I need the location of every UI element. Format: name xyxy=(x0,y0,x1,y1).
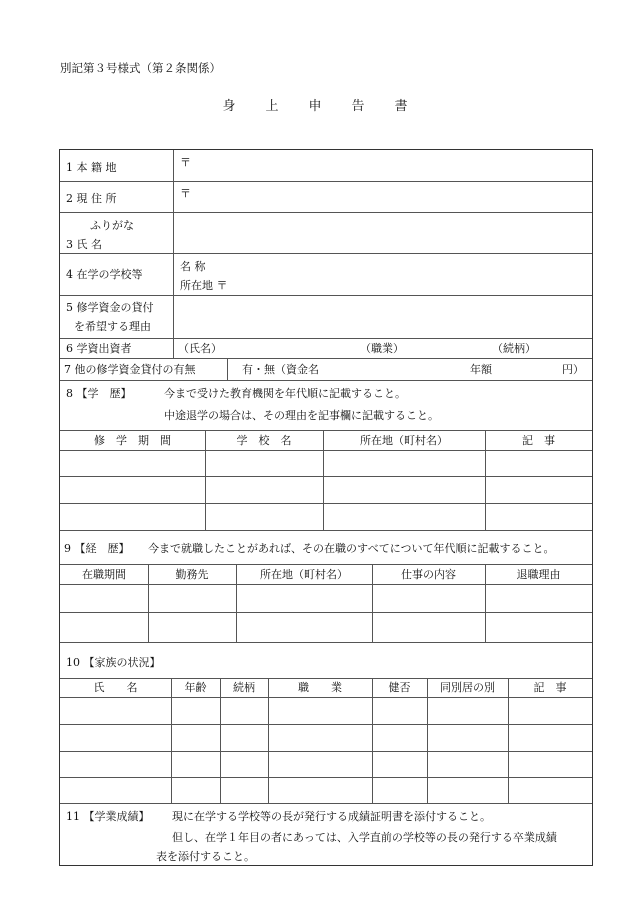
guarantor-relation: （続柄） xyxy=(492,342,536,355)
row-divider xyxy=(60,253,592,254)
col-divider xyxy=(171,678,172,803)
row-divider xyxy=(60,564,592,565)
name-label: 3 氏 名 xyxy=(66,238,102,251)
postal-mark: 〒 xyxy=(180,187,191,200)
career-heading: 9 【経 歴】 xyxy=(64,542,130,555)
row-divider xyxy=(60,642,592,643)
label-divider xyxy=(227,358,228,380)
row-divider xyxy=(60,338,592,339)
row-divider xyxy=(60,430,592,431)
career-note: 今まで就職したことがあれば、その在職のすべてについて年代順に記載すること。 xyxy=(148,542,555,555)
postal-mark: 〒 xyxy=(180,156,191,169)
education-header-school: 学 校 名 xyxy=(236,434,292,447)
grades-heading: 11 【学業成績】 xyxy=(66,810,150,823)
family-header-cohabit: 同別居の別 xyxy=(440,681,495,694)
family-header-name: 氏 名 xyxy=(93,681,138,694)
row-divider xyxy=(60,530,592,531)
career-header-period: 在職期間 xyxy=(82,568,126,581)
education-header-notes: 記 事 xyxy=(522,434,555,447)
career-header-location: 所在地（町村名） xyxy=(260,568,348,581)
family-header-age: 年齢 xyxy=(184,681,207,694)
family-header-health: 健否 xyxy=(388,681,411,694)
col-divider xyxy=(427,678,428,803)
label-divider xyxy=(173,150,174,358)
other-loan-yen: 円） xyxy=(562,363,584,376)
education-note-1: 今まで受けた教育機関を年代順に記載すること。 xyxy=(164,387,406,400)
genjusho-label: 2 現 住 所 xyxy=(66,192,117,205)
family-header-notes: 記 事 xyxy=(533,681,567,694)
form-table xyxy=(59,149,593,866)
guarantor-name: （氏名） xyxy=(178,342,222,355)
furigana-label: ふりがな xyxy=(90,219,134,232)
col-divider xyxy=(508,678,509,803)
family-header-occupation: 職 業 xyxy=(298,681,342,694)
school-label: 4 在学の学校等 xyxy=(66,268,143,281)
form-reference: 別記第３号様式（第２条関係） xyxy=(60,61,221,75)
education-heading: 8 【学 歴】 xyxy=(66,387,132,400)
col-divider xyxy=(268,678,269,803)
row-divider xyxy=(60,358,592,359)
other-loan-label: 7 他の修学資金貸付の有無 xyxy=(64,363,196,376)
row-divider xyxy=(60,697,592,698)
row-divider xyxy=(60,584,592,585)
reason-label-2: を希望する理由 xyxy=(74,320,151,333)
grades-note-1: 現に在学する学校等の長が発行する成績証明書を添付すること。 xyxy=(172,810,491,823)
school-name-label: 名 称 xyxy=(180,260,206,273)
family-header-relation: 続柄 xyxy=(233,681,255,694)
grades-note-3: 表を添付すること。 xyxy=(156,850,255,863)
row-divider xyxy=(60,295,592,296)
row-divider xyxy=(60,612,592,613)
career-header-reason: 退職理由 xyxy=(516,568,561,581)
col-divider xyxy=(220,678,221,803)
grades-note-2: 但し、在学１年目の者にあっては、入学直前の学校等の長の発行する卒業成績 xyxy=(172,831,557,844)
row-divider xyxy=(60,380,592,381)
education-header-period: 修 学 期 間 xyxy=(94,434,171,447)
reason-label-1: 5 修学資金の貸付 xyxy=(66,301,154,314)
other-loan-annual: 年額 xyxy=(470,363,492,376)
education-header-location: 所在地（町村名） xyxy=(360,434,448,447)
family-heading: 10 【家族の状況】 xyxy=(66,656,161,669)
form-title: 身上申告書 xyxy=(222,99,438,114)
row-divider xyxy=(60,803,592,804)
guarantor-label: 6 学資出資者 xyxy=(66,342,132,355)
other-loan-yes-no: 有・無（資金名 xyxy=(242,363,319,376)
school-address-label: 所在地 〒 xyxy=(180,279,228,292)
row-divider xyxy=(60,724,592,725)
career-header-employer: 勤務先 xyxy=(175,568,209,581)
guarantor-occupation: （職業） xyxy=(360,342,404,355)
row-divider xyxy=(60,181,592,182)
row-divider xyxy=(60,212,592,213)
career-header-work: 仕事の内容 xyxy=(401,568,456,581)
row-divider xyxy=(60,476,592,477)
row-divider xyxy=(60,678,592,679)
row-divider xyxy=(60,777,592,778)
col-divider xyxy=(372,678,373,803)
row-divider xyxy=(60,751,592,752)
row-divider xyxy=(60,450,592,451)
education-note-2: 中途退学の場合は、その理由を記事欄に記載すること。 xyxy=(164,409,439,422)
row-divider xyxy=(60,503,592,504)
honseki-label: 1 本 籍 地 xyxy=(66,161,117,174)
